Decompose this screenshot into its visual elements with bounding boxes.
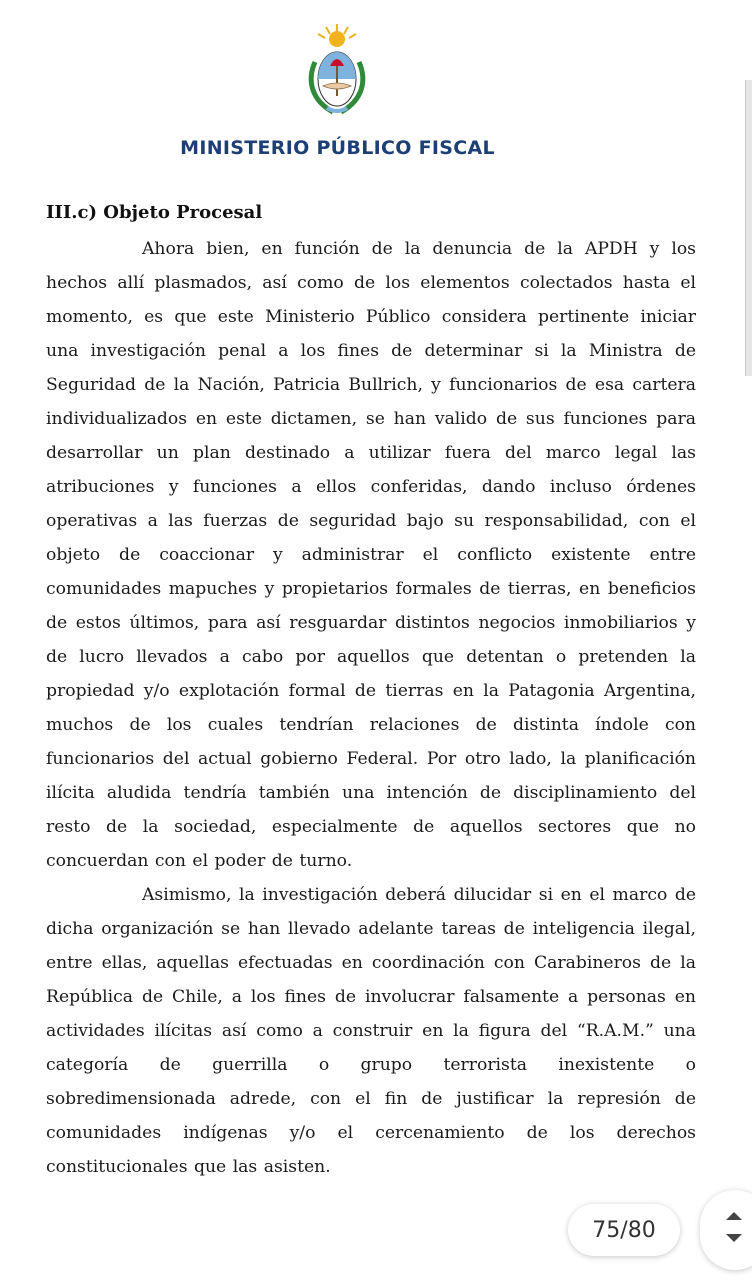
ministry-title: MINISTERIO PÚBLICO FISCAL: [180, 137, 495, 159]
scrollbar[interactable]: [745, 80, 752, 376]
section-heading: III.c) Objeto Procesal: [46, 202, 263, 223]
paragraph-1: Ahora bien, en función de la denuncia de la APDH y los hechos allí plasmados, así como de los elementos colectados hasta el momento, es que este Ministerio Público considera pertinente iniciar una investigación penal a los fines de determinar si la Ministra de Seguridad de la Nación, Patricia Bullrich, y funcionarios de esa cartera individualizados en este dictamen, se han valido de sus funciones para desarrollar un plan destinado a utilizar fuera del marco legal las atribuciones y funciones a ellos conferidas, dando incluso órdenes operativas a las fuerzas de seguridad bajo su responsabilidad, con el objeto de coaccionar y administrar el conflicto existente entre comunidades mapuches y propietarios formales de tierras, en beneficios de estos últimos, para así resguardar distintos negocios inmobiliarios y de lucro llevados a cabo por aquellos que detentan o pretenden la propiedad y/o explotación formal de tierras en la Patagonia Argentina, muchos de los cuales tendrían relaciones de distinta índole con funcionarios del actual gobierno Federal. Por otro lado, la planificación ilícita aludida tendría también una intención de disciplinamiento del resto de la sociedad, especialmente de aquellos sectores que no concuerdan con el poder de turno.: [46, 239, 696, 871]
page-indicator[interactable]: 75/80: [568, 1204, 680, 1256]
chevron-down-icon[interactable]: [726, 1234, 742, 1242]
chevron-up-icon[interactable]: [726, 1212, 742, 1220]
argentina-coat-of-arms-icon: [305, 22, 369, 116]
document-body: [46, 232, 696, 1184]
paragraph-2: Asimismo, la investigación deberá dilucidar si en el marco de dicha organización se han llevado adelante tareas de inteligencia ilegal, entre ellas, aquellas efectuadas en coordinación con Carabineros de la República de Chile, a los fines de involucrar falsamente a personas en actividades ilícitas así como a construir en la figura del “R.A.M.” una categoría de guerrilla o grupo terrorista inexistente o sobredimensionada adrede, con el fin de justificar la represión de comunidades indígenas y/o el cercenamiento de los derechos constitucionales que las asisten.: [46, 885, 696, 1177]
page-nav-control[interactable]: [700, 1190, 752, 1270]
